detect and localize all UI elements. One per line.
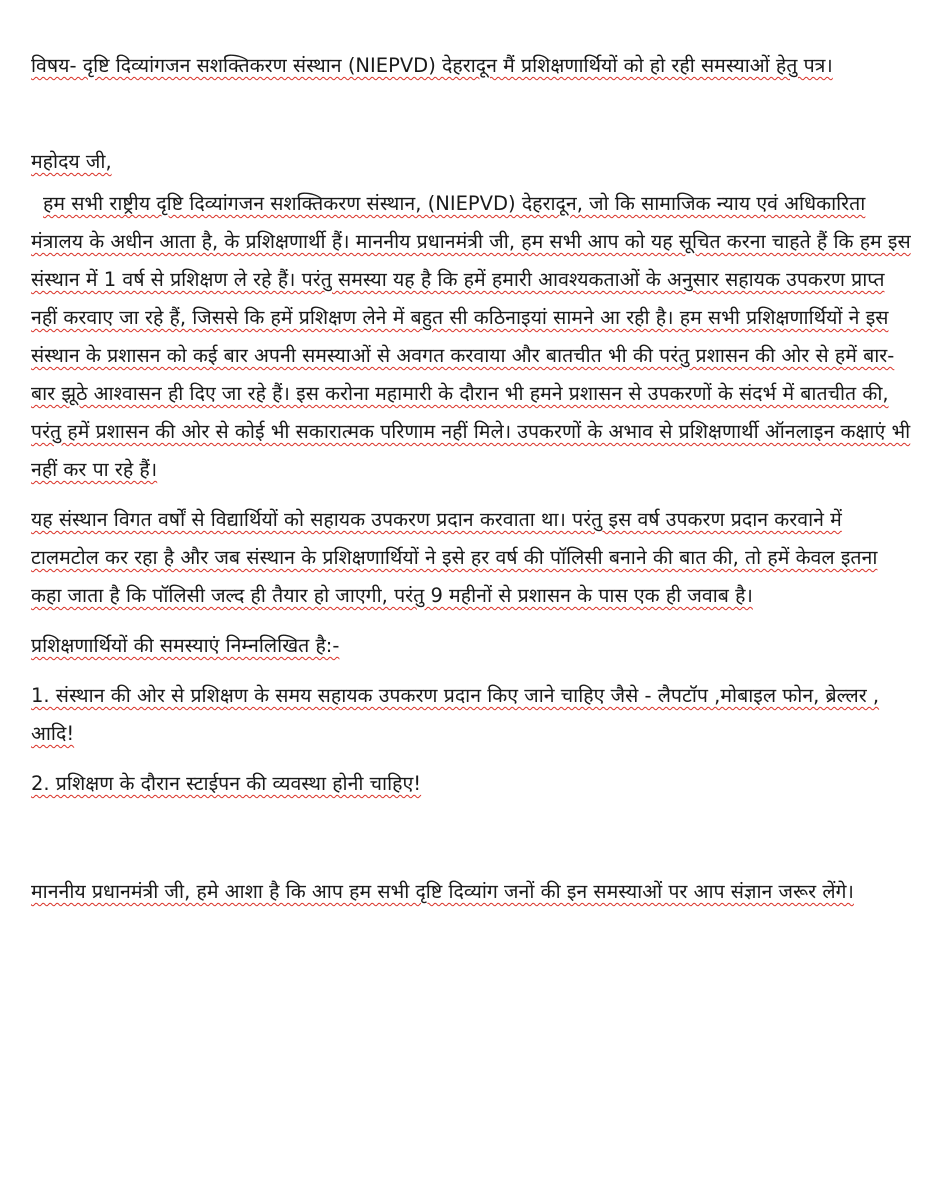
issue-item-1: 1. संस्थान की ओर से प्रशिक्षण के समय सहायक उपकरण प्रदान किए जाने चाहिए जैसे - लैपटॉप ,मोबाइल फोन, ब्रेल्लर , आदि! — [31, 684, 880, 745]
letter-salutation: महोदय जी, — [31, 150, 112, 173]
letter-document — [31, 47, 911, 911]
letter-paragraph-2: यह संस्थान विगत वर्षों से विद्यार्थियों को सहायक उपकरण प्रदान करवाता था। परंतु इस वर्ष उपकरण प्रदान करवाने में टालमटोल कर रहा है और जब संस्थान के प्रशिक्षणार्थियों ने इसे हर वर्ष की पॉलिसी बनाने की बात की, तो हमें केवल इतना कहा जाता है कि पॉलिसी जल्द ही तैयार हो जाएगी, परंतु 9 महीनों से प्रशासन के पास एक ही जवाब है। — [31, 508, 878, 607]
letter-subject: विषय- दृष्टि दिव्यांगजन सशक्तिकरण संस्थान (NIEPVD) देहरादून मैं प्रशिक्षणार्थियों को हो रही समस्याओं हेतु पत्र। — [31, 54, 833, 77]
letter-closing: माननीय प्रधानमंत्री जी, हमे आशा है कि आप हम सभी दृष्टि दिव्यांग जनों की इन समस्याओं पर आप संज्ञान जरूर लेंगे। — [31, 880, 854, 903]
issues-intro: प्रशिक्षणार्थियों की समस्याएं निम्नलिखित है:- — [31, 634, 340, 657]
issue-item-2: 2. प्रशिक्षण के दौरान स्टाईपन की व्यवस्था होनी चाहिए! — [31, 772, 422, 795]
letter-paragraph-1: हम सभी राष्ट्रीय दृष्टि दिव्यांगजन सशक्तिकरण संस्थान, (NIEPVD) देहरादून, जो कि सामाजिक न्याय एवं अधिकारिता मंत्रालय के अधीन आता है, के प्रशिक्षणार्थी हैं। माननीय प्रधानमंत्री जी, हम सभी आप को यह सूचित करना चाहते हैं कि हम इस संस्थान में 1 वर्ष से प्रशिक्षण ले रहे हैं। परंतु समस्या यह है कि हमें हमारी आवश्यकताओं के अनुसार सहायक उपकरण प्राप्त नहीं करवाए जा रहे हैं, जिससे कि हमें प्रशिक्षण लेने में बहुत सी कठिनाइयां सामने आ रही है। हम सभी प्रशिक्षणार्थियों ने इस संस्थान के प्रशासन को कई बार अपनी समस्याओं से अवगत करवाया और बातचीत भी की परंतु प्रशासन की ओर से हमें बार-बार झूठे आश्वासन ही दिए जा रहे हैं। इस करोना महामारी के दौरान भी हमने प्रशासन से उपकरणों के संदर्भ में बातचीत की, परंतु हमें प्रशासन की ओर से कोई भी सकारात्मक परिणाम नहीं मिले। उपकरणों के अभाव से प्रशिक्षणार्थी ऑनलाइन कक्षाएं भी नहीं कर पा रहे हैं। — [31, 192, 911, 481]
